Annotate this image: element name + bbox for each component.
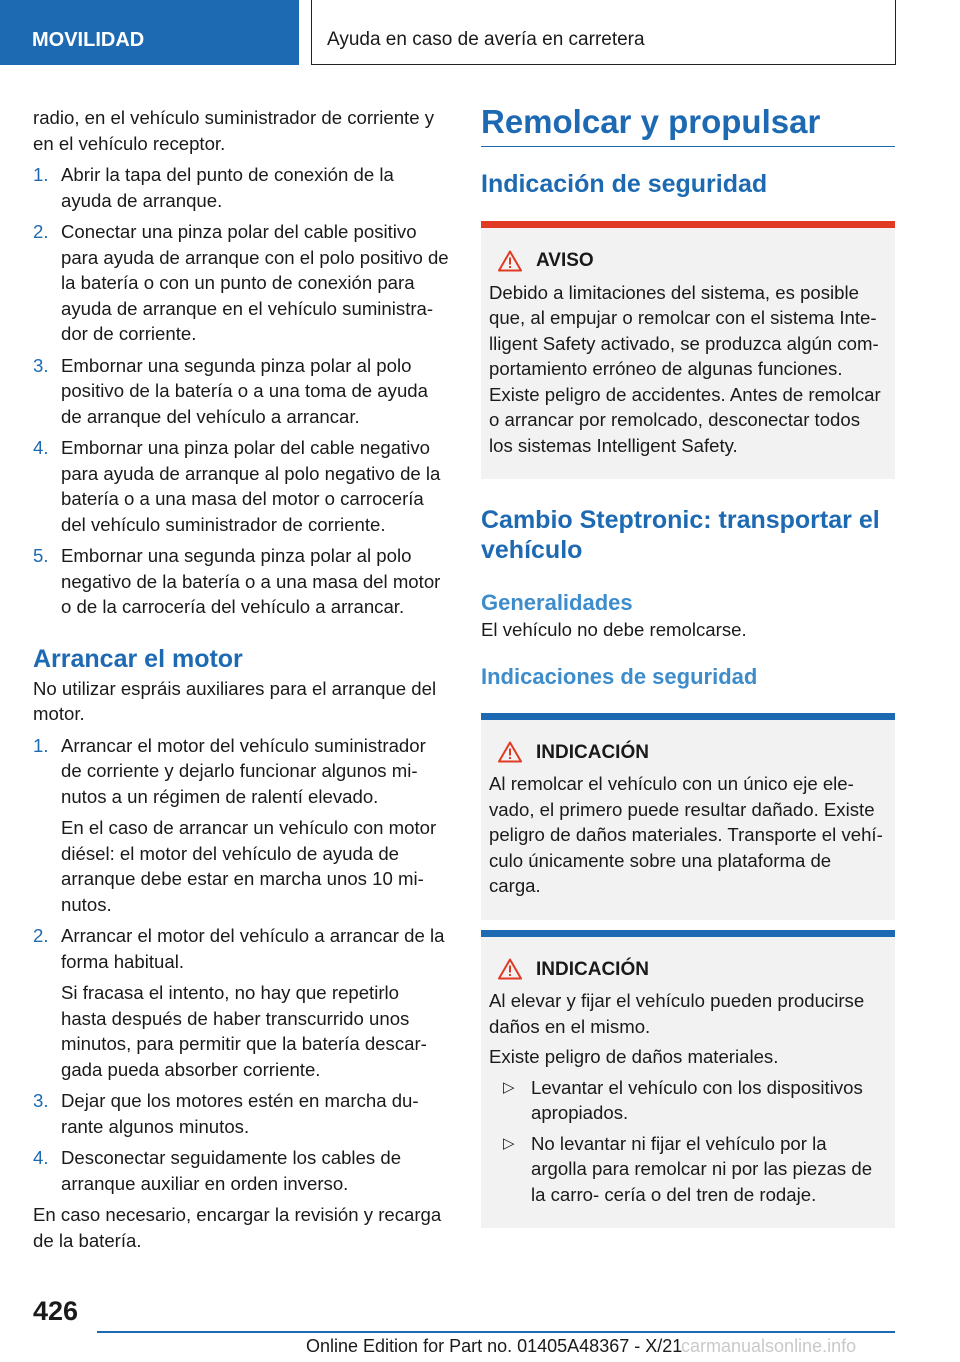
step-number: 3. xyxy=(33,354,49,376)
step-text: Embornar una segunda pinza polar al polo positivo de la batería o a una toma de ayuda de arranque del vehículo a arrancar. xyxy=(61,354,428,427)
intro-paragraph: radio, en el vehículo suministrador de corriente y en el vehículo receptor. xyxy=(33,107,435,154)
step-number: 4. xyxy=(33,437,49,458)
list-item xyxy=(33,543,449,620)
general-text: El vehículo no debe remolcarse. xyxy=(481,619,747,640)
warning-label: AVISO xyxy=(536,250,594,271)
bullet-text: No levantar ni fijar el vehículo por la argolla para remolcar ni por las piezas de la carro‐ cería o del tren de rodaje. xyxy=(531,1132,873,1205)
step-text: Dejar que los motores estén en marcha du‐ rante algunos minutos. xyxy=(61,1090,419,1137)
step-text: Arrancar el motor del vehículo suministrador de corriente y dejarlo funcionar algunos mi‐ nutos a un régimen de ralentí elevado. xyxy=(61,734,426,807)
footer-edition: Online Edition for Part no. 01405A48367 - X/21 xyxy=(306,1336,683,1356)
notice-header-2 xyxy=(489,957,887,983)
step-number: 3. xyxy=(33,1090,49,1111)
step-text: Conectar una pinza polar del cable positivo para ayuda de arranque con el polo positivo de la batería o con un punto de conexión para ayuda de arranque en el vehículo suministra‐ dor de corriente. xyxy=(61,221,449,344)
bullet-triangle-icon: ▷ xyxy=(503,1134,515,1152)
list-item xyxy=(33,1088,449,1139)
warning-box xyxy=(481,221,895,479)
subsection-title-general: Generalidades xyxy=(481,590,633,615)
list-item xyxy=(33,1145,449,1196)
step-number: 2. xyxy=(33,221,49,242)
page-number: 426 xyxy=(33,1296,79,1326)
step-number: 5. xyxy=(33,545,49,566)
step-number: 2. xyxy=(33,925,49,946)
step-text: Embornar una pinza polar del cable negativo para ayuda de arranque al polo negativo de la batería o a una masa del motor o carrocería del vehículo suministrador de corriente. xyxy=(61,437,441,535)
chapter-title: Remolcar y propulsar xyxy=(481,102,895,147)
step-text: En el caso de arrancar un vehículo con motor diésel: el motor del vehículo de ayuda de arranque debe estar en marcha unos 10 mi‐ nutos. xyxy=(61,817,437,915)
notice-text-2a: Al elevar y fijar el vehículo pueden producirse daños en el mismo. xyxy=(489,990,865,1037)
notice-text-2b: Existe peligro de daños materiales. xyxy=(489,1046,779,1067)
list-item xyxy=(33,435,449,537)
warning-triangle-icon xyxy=(498,741,522,763)
list-item xyxy=(33,923,449,1082)
right-column xyxy=(481,102,895,1228)
step-text: Embornar una segunda pinza polar al polo negativo de la batería o a una masa del motor o de la carrocería del vehículo a arrancar. xyxy=(61,545,441,617)
list-item xyxy=(33,162,449,213)
notice-box-1 xyxy=(481,713,895,920)
list-item xyxy=(33,219,449,347)
section-tab: MOVILIDAD xyxy=(0,0,299,65)
page-header-title: Ayuda en caso de avería en carretera xyxy=(311,0,896,65)
step-text: Arrancar el motor del vehículo a arrancar de la forma habitual. xyxy=(61,925,445,972)
warning-header xyxy=(489,248,887,274)
notice-header-1 xyxy=(489,740,887,766)
step-text: Si fracasa el intento, no hay que repetirlo hasta después de haber transcurrido unos minutos, para permitir que la batería descar‐ gada pueda absorber corriente. xyxy=(61,982,427,1080)
section-title-safety: Indicación de seguridad xyxy=(481,170,768,198)
step-text: Desconectar seguidamente los cables de arranque auxiliar en orden inverso. xyxy=(61,1147,402,1194)
bullet-text: Levantar el vehículo con los dispositivos apropiados. xyxy=(531,1076,863,1123)
section-title-steptronic: Cambio Steptronic: transportar el vehículo xyxy=(481,506,880,564)
warning-triangle-icon xyxy=(498,250,522,272)
section-title-start-engine: Arrancar el motor xyxy=(33,644,243,673)
list-item xyxy=(33,733,449,918)
notice-box-2 xyxy=(481,930,895,1229)
step-number: 1. xyxy=(33,164,49,185)
list-item xyxy=(33,353,449,430)
jump-start-steps xyxy=(33,162,449,620)
start-engine-steps xyxy=(33,733,449,1197)
left-column xyxy=(33,105,449,1259)
step-text: Abrir la tapa del punto de conexión de la ayuda de arranque. xyxy=(61,164,394,211)
footer-divider xyxy=(97,1331,895,1333)
notice-text-1: Al remolcar el vehículo con un único eje ele‐ vado, el primero puede resultar dañado. Existe peligro de daños materiales. Transporte el vehí‐ culo únicamente sobre una plataforma de carga. xyxy=(489,773,883,896)
list-item xyxy=(489,1075,887,1126)
warning-text: Debido a limitaciones del sistema, es posible que, al empujar o remolcar con el sistema Inte‐ lligent Safety activado, se produzca algún com‐ portamiento erróneo de algunas funciones. Existe peligro de accidentes. Antes de remolcar o arrancar por remolcado, desconectar todos los sistemas Intelligent Safety. xyxy=(489,281,881,456)
start-intro-paragraph: No utilizar espráis auxiliares para el arranque del motor. xyxy=(33,677,437,724)
notice-bullet-list xyxy=(489,1075,887,1208)
step-number: 4. xyxy=(33,1147,49,1168)
closing-paragraph: En caso necesario, encargar la revisión y recarga de la batería. xyxy=(33,1204,442,1251)
warning-triangle-icon xyxy=(498,958,522,980)
bullet-triangle-icon: ▷ xyxy=(503,1078,515,1096)
notice-label-2: INDICACIÓN xyxy=(536,958,649,980)
subsection-title-safety-notes: Indicaciones de seguridad xyxy=(481,663,758,689)
footer-watermark: carmanualsonline.info xyxy=(681,1336,857,1356)
step-number: 1. xyxy=(33,734,49,756)
list-item xyxy=(489,1131,887,1208)
notice-label-1: INDICACIÓN xyxy=(536,741,649,763)
